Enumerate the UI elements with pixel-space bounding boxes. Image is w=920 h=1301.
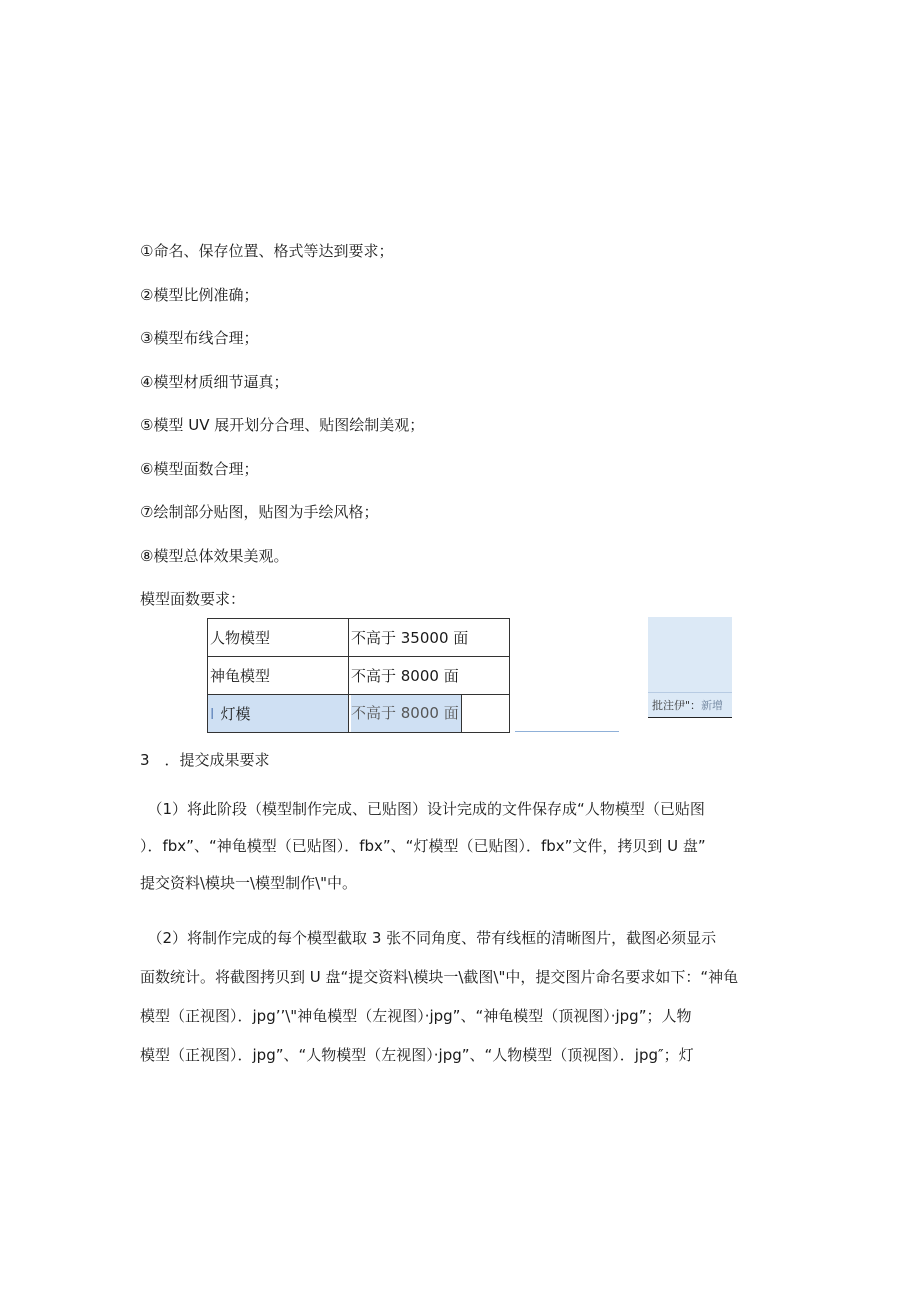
paragraph-2-line: 模型（正视图）．jpg’’\"神龟模型（左视图）·jpg”、“神龟模型（顶视图）·jpg”；人物 bbox=[140, 1007, 692, 1025]
paragraph-2 bbox=[140, 928, 740, 1065]
table-cell-limit bbox=[349, 695, 510, 733]
section-3-title: 3 ．提交成果要求 bbox=[140, 751, 270, 769]
paragraph-1 bbox=[140, 799, 740, 893]
criterion-2: ②模型比例准确； bbox=[140, 286, 259, 304]
table-cell-limit-text: 不高于 8000 面 bbox=[351, 695, 462, 732]
criterion-4: ④模型材质细节逼真； bbox=[140, 373, 289, 391]
table-cell-model: 神龟模型 bbox=[208, 657, 349, 695]
table-cell-limit: 不高于 8000 面 bbox=[349, 657, 510, 695]
table-row-highlighted bbox=[208, 695, 510, 733]
comment-label bbox=[652, 697, 723, 713]
criterion-6: ⑥模型面数合理； bbox=[140, 460, 259, 478]
face-count-table bbox=[207, 618, 510, 733]
highlight-marker: I bbox=[210, 705, 215, 723]
paragraph-2-line: （2）将制作完成的每个模型截取 3 张不同角度、带有线框的清晰图片，截图必须显示 bbox=[140, 929, 717, 947]
paragraph-2-line: 模型（正视图）．jpg”、“人物模型（左视图）·jpg”、“人物模型（顶视图）．jpg″；灯 bbox=[140, 1046, 694, 1064]
comment-type: 新增 bbox=[701, 699, 724, 712]
paragraph-1-line: 提交资料\模块一\模型制作\"中。 bbox=[140, 874, 358, 892]
criterion-1: ①命名、保存位置、格式等达到要求； bbox=[140, 242, 394, 260]
criterion-5: ⑤模型 UV 展开划分合理、贴图绘制美观； bbox=[140, 416, 425, 434]
table-cell-model bbox=[208, 695, 349, 733]
paragraph-1-line: ）．fbx”、“神龟模型（已贴图）．fbx”、“灯模型（已贴图）．fbx”文件，拷贝到 U 盘” bbox=[140, 837, 706, 855]
table-cell-model: 人物模型 bbox=[208, 619, 349, 657]
comment-anchor-line bbox=[515, 731, 619, 732]
table-row bbox=[208, 619, 510, 657]
face-count-heading: 模型面数要求： bbox=[140, 590, 246, 608]
table-row bbox=[208, 657, 510, 695]
criterion-3: ③模型布线合理； bbox=[140, 329, 259, 347]
comment-divider bbox=[648, 692, 732, 693]
paragraph-1-line: （1）将此阶段（模型制作完成、已贴图）设计完成的文件保存成“人物模型（已贴图 bbox=[140, 800, 705, 818]
criterion-8: ⑧模型总体效果美观。 bbox=[140, 547, 289, 565]
table-cell-limit: 不高于 35000 面 bbox=[349, 619, 510, 657]
paragraph-2-line: 面数统计。将截图拷贝到 U 盘“提交资料\模块一\截图\"中，提交图片命名要求如下：“神龟 bbox=[140, 968, 739, 986]
table-cell-model-text: 灯模 bbox=[220, 705, 251, 723]
comment-balloon[interactable] bbox=[648, 617, 732, 718]
criterion-7: ⑦绘制部分贴图，贴图为手绘风格； bbox=[140, 503, 379, 521]
comment-author: 批注伊"： bbox=[652, 699, 702, 712]
